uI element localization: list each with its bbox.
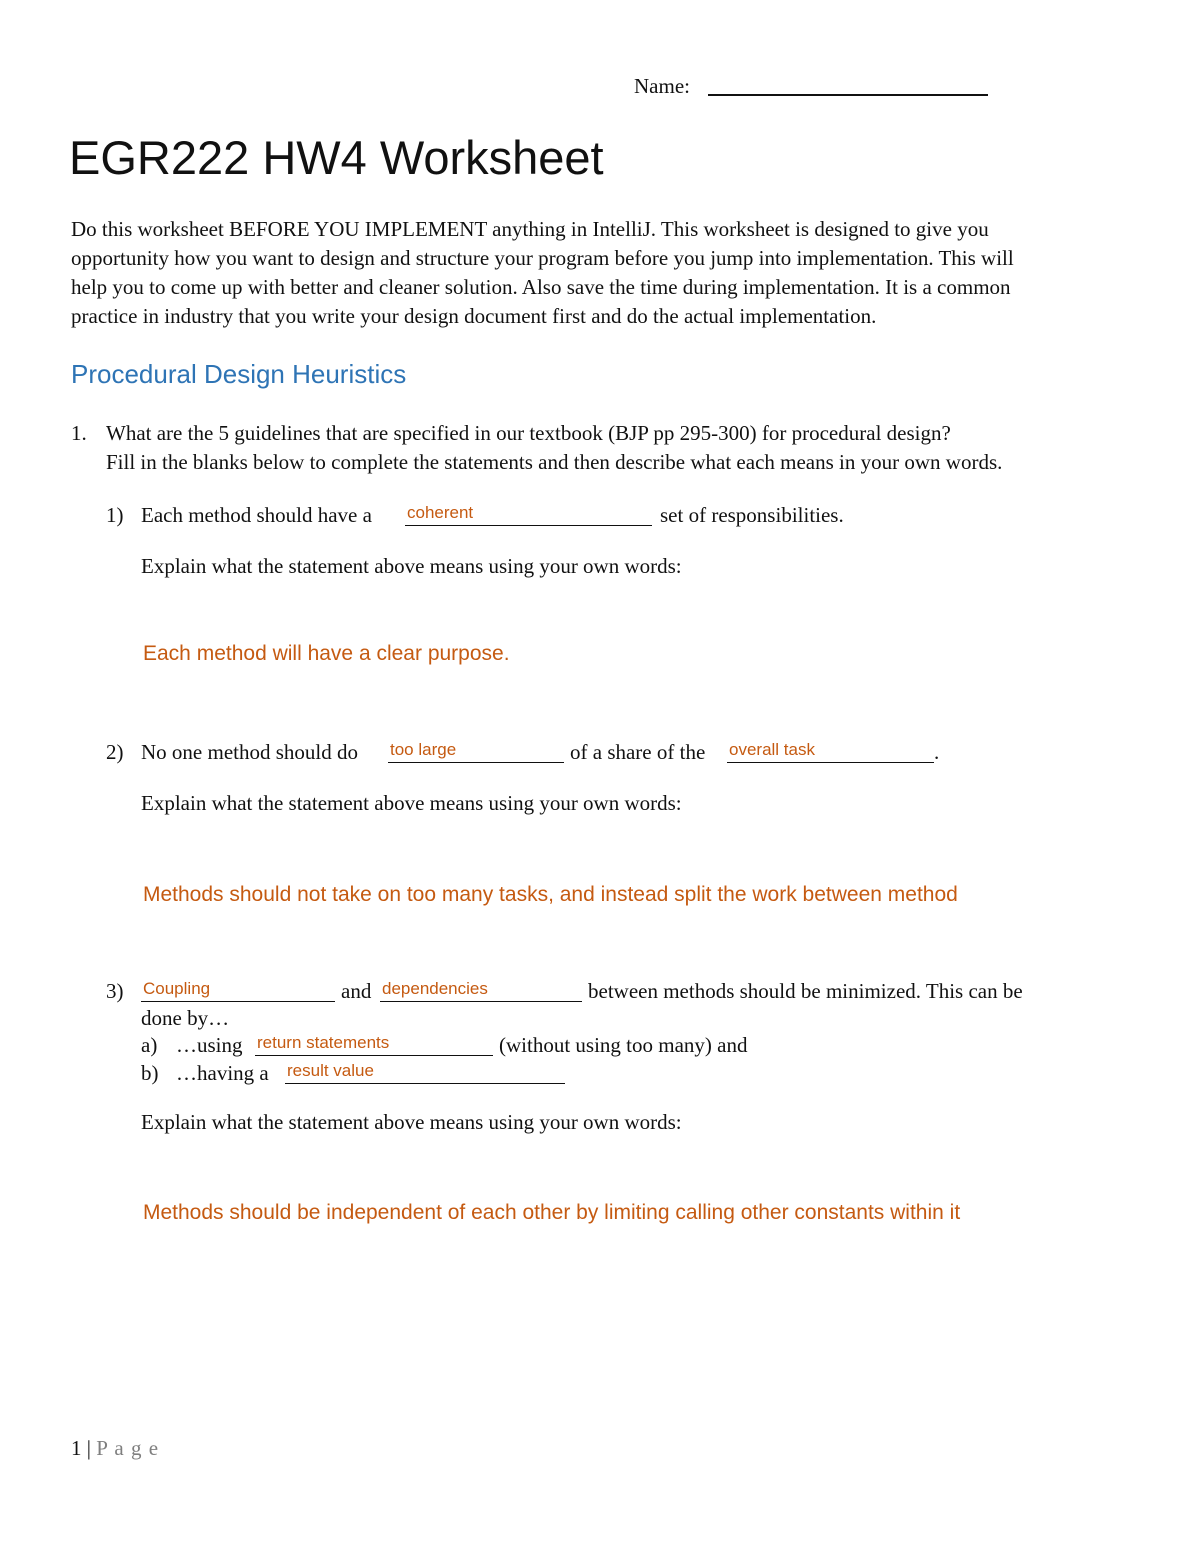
item3a-blank[interactable]: [255, 1031, 493, 1056]
item2-explanation-answer[interactable]: Methods should not take on too many tasks, and instead split the work between method: [143, 883, 958, 906]
item2-blank-2-answer: overall task: [729, 740, 815, 759]
item3-blank-2-answer: dependencies: [382, 979, 488, 998]
item3-explanation-answer[interactable]: Methods should be independent of each other by limiting calling other constants within it: [143, 1201, 961, 1224]
page-footer: [71, 1436, 159, 1461]
item1-blank-answer: coherent: [407, 503, 474, 522]
intro-line: Do this worksheet BEFORE YOU IMPLEMENT anything in IntelliJ. This worksheet is designed to give you: [71, 217, 989, 241]
sub-item-label: a): [141, 1033, 158, 1057]
intro-line: help you to come up with better and cleaner solution. Also save the time during implementation. It is a common: [71, 275, 1011, 299]
name-label: Name:: [634, 74, 690, 98]
question-text: What are the 5 guidelines that are specified in our textbook (BJP pp 295-300) for procedural design?: [106, 421, 951, 445]
intro-line: opportunity how you want to design and structure your program before you jump into implementation. This will: [71, 246, 1014, 270]
page-number: 1: [71, 1436, 82, 1460]
footer-separator: |: [86, 1436, 91, 1460]
item3a-blank-answer: return statements: [257, 1033, 390, 1052]
item3-blank-1[interactable]: [141, 977, 335, 1002]
item2-text-after: .: [934, 740, 940, 764]
name-field[interactable]: [708, 94, 988, 96]
question-instructions: Fill in the blanks below to complete the statements and then describe what each means in your own words.: [106, 450, 1003, 474]
item2-text-before: No one method should do: [141, 740, 358, 764]
item3-text-line2: done by…: [141, 1006, 230, 1030]
item1-blank[interactable]: [405, 501, 652, 526]
item3-text-middle: and: [341, 979, 372, 1003]
item2-text-middle: of a share of the: [570, 740, 706, 764]
section-heading: Procedural Design Heuristics: [71, 359, 407, 389]
item1-text-before: Each method should have a: [141, 503, 372, 527]
item3b-blank-answer: result value: [287, 1061, 374, 1080]
item2-blank-2[interactable]: [727, 738, 934, 763]
question-number: 1.: [71, 421, 87, 445]
item3a-text-after: (without using too many) and: [499, 1033, 748, 1057]
item-number: 2): [106, 740, 124, 764]
explain-prompt: Explain what the statement above means using your own words:: [141, 554, 682, 578]
item2-blank-1-answer: too large: [390, 740, 457, 759]
intro-paragraph: [71, 215, 1141, 331]
item3-blank-2[interactable]: [380, 977, 582, 1002]
item-number: 1): [106, 503, 124, 527]
item1-explanation-answer[interactable]: Each method will have a clear purpose.: [143, 642, 510, 665]
item-number: 3): [106, 979, 124, 1003]
sub-item-label: b): [141, 1061, 159, 1085]
item3b-text-before: …having a: [176, 1061, 269, 1085]
explain-prompt: Explain what the statement above means using your own words:: [141, 791, 682, 815]
item3-blank-1-answer: Coupling: [143, 979, 211, 998]
explain-prompt: Explain what the statement above means using your own words:: [141, 1110, 682, 1134]
item3-text-after: between methods should be minimized. This can be: [588, 979, 1023, 1003]
item2-blank-1[interactable]: [388, 738, 564, 763]
intro-line: practice in industry that you write your design document first and do the actual implementation.: [71, 304, 877, 328]
item3a-text-before: …using: [176, 1033, 243, 1057]
page-label: P a g e: [96, 1436, 160, 1460]
page-title: EGR222 HW4 Worksheet: [69, 131, 604, 184]
item1-text-after: set of responsibilities.: [660, 503, 844, 527]
item3b-blank[interactable]: [285, 1059, 565, 1084]
